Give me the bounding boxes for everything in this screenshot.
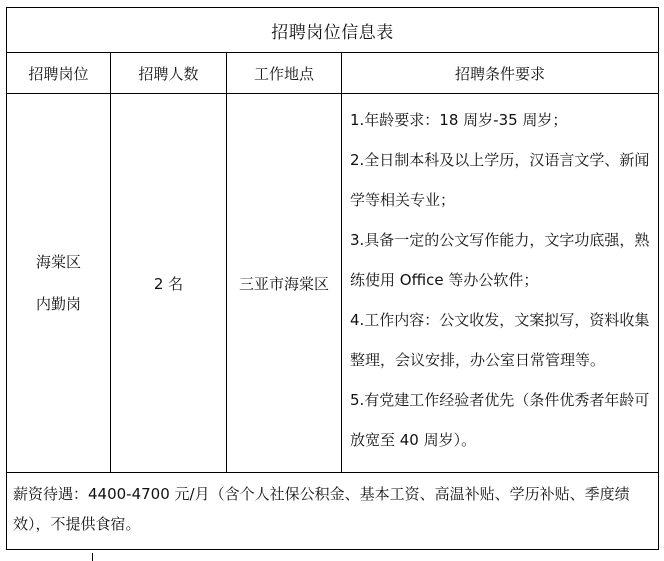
header-requirements: 招聘条件要求 [342, 53, 659, 94]
header-count: 招聘人数 [111, 53, 227, 94]
table-header-row [7, 53, 659, 94]
requirements-cell [342, 94, 659, 473]
header-location: 工作地点 [227, 53, 342, 94]
recruitment-info-table [6, 7, 659, 550]
requirement-item: 1.年龄要求：18 周岁-35 周岁； [350, 111, 568, 129]
table-title: 招聘岗位信息表 [7, 8, 659, 53]
salary-cell: 薪资待遇：4400-4700 元/月（含个人社保公积金、基本工资、高温补贴、学历补贴、季度绩效），不提供食宿。 [7, 473, 659, 550]
count-cell: 2 名 [111, 94, 227, 473]
requirement-item: 5.有党建工作经验者优先（条件优秀者年龄可放宽至 40 周岁）。 [350, 391, 650, 449]
requirement-item: 3.具备一定的公文写作能力，文字功底强，熟练使用 Office 等办公软件； [350, 231, 650, 289]
position-line-2: 内勤岗 [35, 295, 81, 313]
table-row [7, 94, 659, 473]
header-position: 招聘岗位 [7, 53, 111, 94]
requirement-item: 4.工作内容：公文收发，文案拟写，资料收集整理，会议安排，办公室日常管理等。 [350, 311, 650, 369]
text-cursor-mark [92, 553, 93, 561]
position-line-1: 海棠区 [35, 253, 81, 271]
location-cell: 三亚市海棠区 [227, 94, 342, 473]
position-cell [7, 94, 111, 473]
requirement-item: 2.全日制本科及以上学历，汉语言文学、新闻学等相关专业； [350, 151, 650, 209]
